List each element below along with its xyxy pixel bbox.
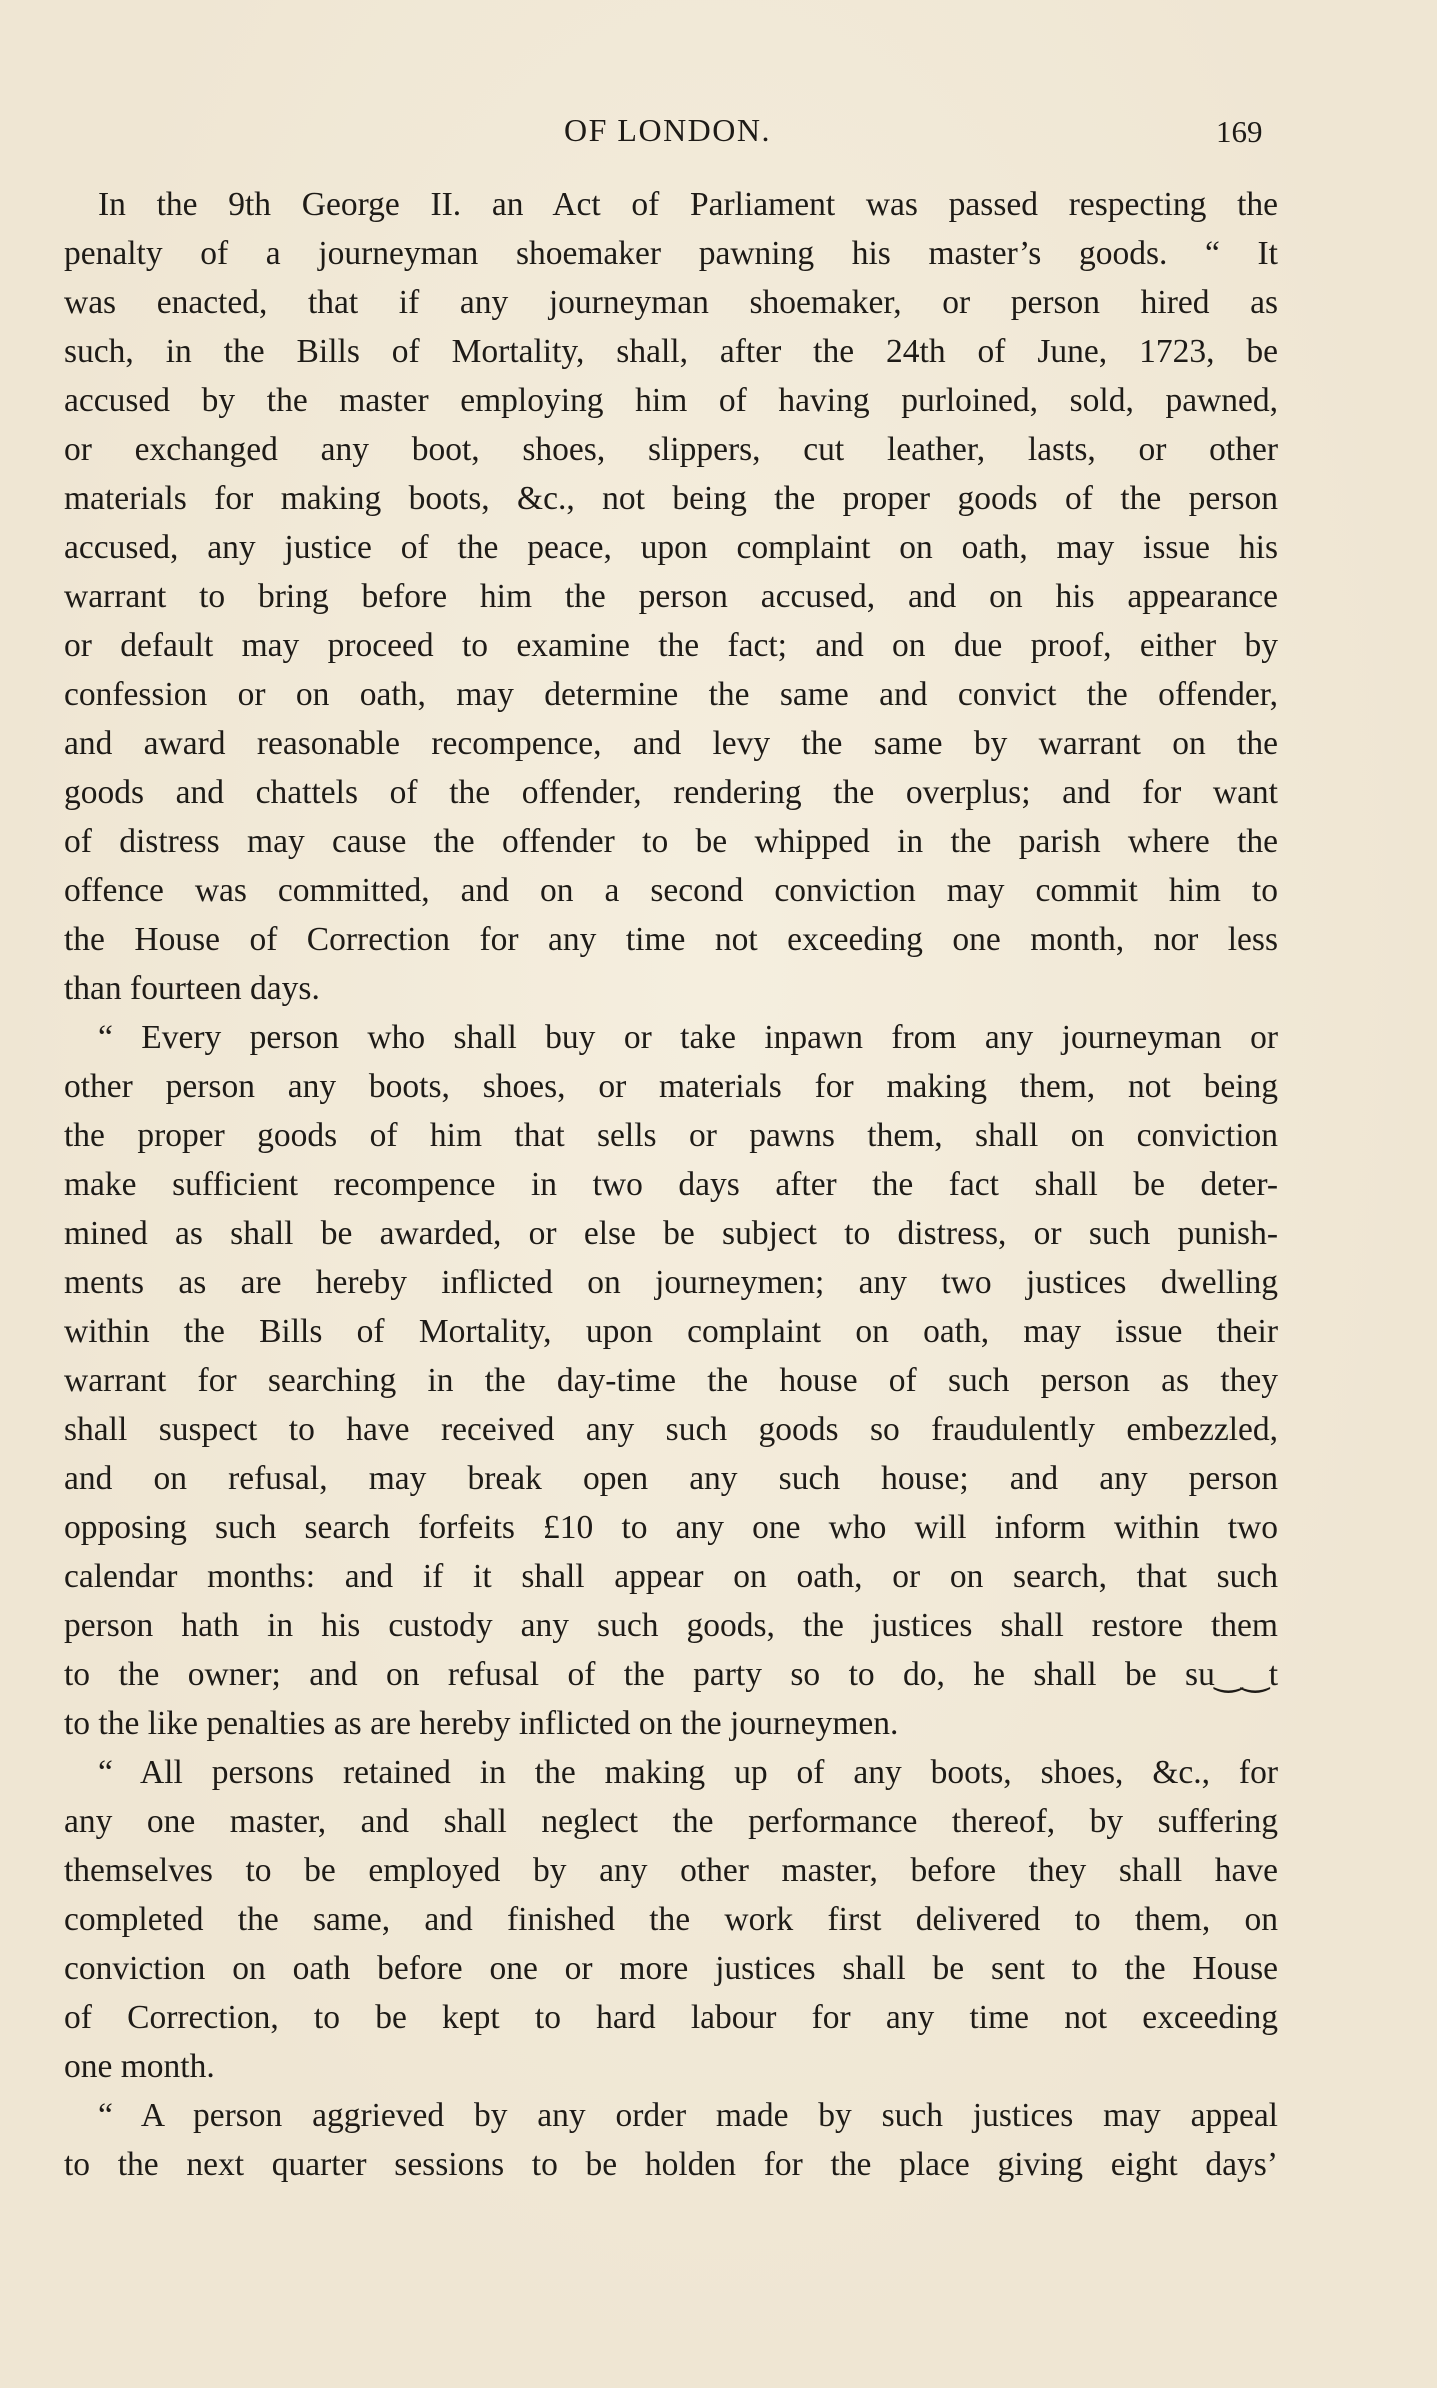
text-line: to the like penalties as are hereby inflicted on the journeymen. (64, 1705, 899, 1742)
paragraph-buyers-of-pawned-goods (64, 1013, 1278, 1748)
text-line: or exchanged any boot, shoes, slippers, cut leather, lasts, or other (64, 431, 1278, 468)
text-line: offence was committed, and on a second conviction may commit him to (64, 872, 1278, 909)
text-line: conviction on oath before one or more justices shall be sent to the House (64, 1950, 1278, 1987)
text-line: than fourteen days. (64, 970, 320, 1007)
text-line: such, in the Bills of Mortality, shall, after the 24th of June, 1723, be (64, 333, 1278, 370)
paragraph-retained-workers (64, 1748, 1278, 2091)
text-line: themselves to be employed by any other master, before they shall have (64, 1852, 1278, 1889)
text-line: In the 9th George II. an Act of Parliament was passed respecting the (98, 186, 1278, 223)
text-line: warrant to bring before him the person accused, and on his appearance (64, 578, 1278, 615)
paragraph-act-of-parliament (64, 180, 1278, 1013)
text-line: one month. (64, 2048, 215, 2085)
text-line: opposing such search forfeits £10 to any one who will inform within two (64, 1509, 1278, 1546)
text-line: “ Every person who shall buy or take inpawn from any journeyman or (98, 1019, 1278, 1056)
text-line: “ All persons retained in the making up of any boots, shoes, &c., for (98, 1754, 1278, 1791)
text-line: goods and chattels of the offender, rendering the overplus; and for want (64, 774, 1278, 811)
text-line: the House of Correction for any time not exceeding one month, nor less (64, 921, 1278, 958)
running-title: OF LONDON. (564, 112, 771, 148)
text-line: make sufficient recompence in two days after the fact shall be deter- (64, 1166, 1278, 1203)
text-line: confession or on oath, may determine the same and convict the offender, (64, 676, 1278, 713)
text-line: shall suspect to have received any such goods so fraudulently embezzled, (64, 1411, 1278, 1448)
text-line: ments as are hereby inflicted on journeymen; any two justices dwelling (64, 1264, 1278, 1301)
text-line: person hath in his custody any such goods, the justices shall restore them (64, 1607, 1278, 1644)
text-line: accused by the master employing him of having purloined, sold, pawned, (64, 382, 1278, 419)
body-text (64, 180, 1278, 2189)
text-line: accused, any justice of the peace, upon complaint on oath, may issue his (64, 529, 1278, 566)
text-line: to the owner; and on refusal of the party so to do, he shall be su‿‿t (64, 1656, 1278, 1693)
text-line: penalty of a journeyman shoemaker pawning his master’s goods. “ It (64, 235, 1278, 272)
text-line: materials for making boots, &c., not being the proper goods of the person (64, 480, 1278, 517)
paragraph-appeal (64, 2091, 1278, 2189)
text-line: other person any boots, shoes, or materials for making them, not being (64, 1068, 1278, 1105)
text-line: within the Bills of Mortality, upon complaint on oath, may issue their (64, 1313, 1278, 1350)
text-line: and on refusal, may break open any such house; and any person (64, 1460, 1278, 1497)
text-line: warrant for searching in the day-time the house of such person as they (64, 1362, 1278, 1399)
text-line: and award reasonable recompence, and levy the same by warrant on the (64, 725, 1278, 762)
text-line: any one master, and shall neglect the performance thereof, by suffering (64, 1803, 1278, 1840)
text-line: or default may proceed to examine the fact; and on due proof, either by (64, 627, 1278, 664)
text-line: was enacted, that if any journeyman shoemaker, or person hired as (64, 284, 1278, 321)
text-line: mined as shall be awarded, or else be subject to distress, or such punish- (64, 1215, 1278, 1252)
text-line: of distress may cause the offender to be whipped in the parish where the (64, 823, 1278, 860)
text-line: the proper goods of him that sells or pawns them, shall on conviction (64, 1117, 1278, 1154)
text-line: calendar months: and if it shall appear on oath, or on search, that such (64, 1558, 1278, 1595)
page-header (66, 112, 1266, 162)
text-line: of Correction, to be kept to hard labour for any time not exceeding (64, 1999, 1278, 2036)
text-line: completed the same, and finished the work first delivered to them, on (64, 1901, 1278, 1938)
text-line: to the next quarter sessions to be holden for the place giving eight days’ (64, 2146, 1278, 2183)
text-line: “ A person aggrieved by any order made by such justices may appeal (98, 2097, 1278, 2134)
page-number: 169 (1216, 114, 1263, 149)
